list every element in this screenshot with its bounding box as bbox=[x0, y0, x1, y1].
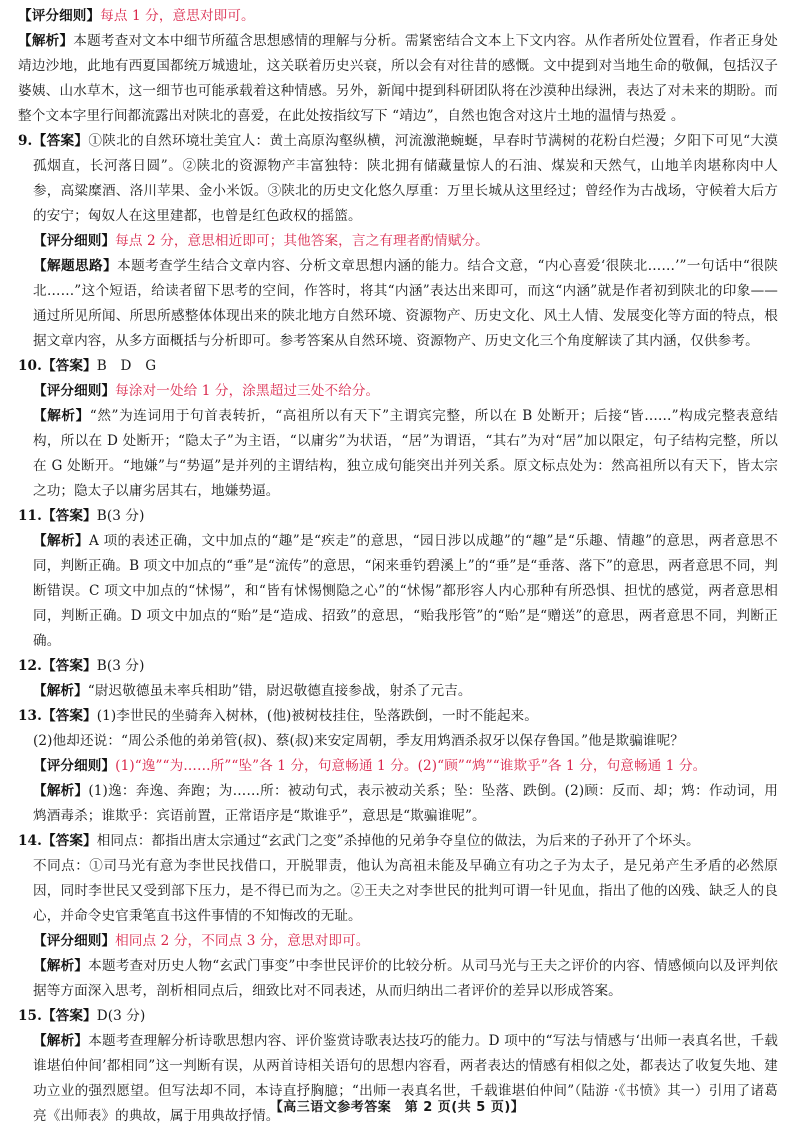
q9-thinking bbox=[18, 254, 778, 354]
answer-text: D(3 分) bbox=[96, 1008, 146, 1024]
q12-analysis bbox=[18, 679, 778, 704]
analysis-tag: 【解析】 bbox=[33, 408, 90, 424]
analysis-tag: 【解析】 bbox=[33, 783, 89, 799]
analysis-text: (1)逸：奔逸、奔跑；为……所：被动句式，表示被动关系；坠：坠落、跌倒。(2)顾：反而、却；鸩：作动词，用鸩酒毒杀；谁欺乎：宾语前置，正常语序是“欺谁乎”，意思是“欺骗谁呢”。 bbox=[33, 783, 779, 824]
answer-text: 相同点：都指出唐太宗通过“玄武门之变”杀掉他的兄弟争夺皇位的做法，为后来的子孙开了个坏头。 bbox=[96, 833, 700, 849]
analysis-tag: 【解析】 bbox=[33, 683, 88, 699]
grading-text: 相同点 2 分，不同点 3 分，意思对即可。 bbox=[115, 933, 370, 949]
analysis-text: 本题考查对历史人物“玄武门事变”中李世民评价的比较分析。从司马光与王夫之评价的内容、情感倾向以及评判依据等方面深入思考，剖析相同点后，细致比对不同表述，从而归纳出二者评价的差异以形成答案。 bbox=[33, 958, 778, 999]
q11-answer bbox=[18, 504, 778, 529]
grading-text: 每点 2 分，意思相近即可；其他答案，言之有理者酌情赋分。 bbox=[115, 233, 489, 249]
answer-text: (1)李世民的坐骑奔入树林，(他)被树枝挂住，坠落跌倒，一时不能起来。 bbox=[96, 708, 538, 724]
q13-grading bbox=[18, 754, 778, 779]
answer-text: ①陕北的自然环境壮美宜人：黄土高原沟壑纵横，河流激滟蜿蜒，早春时节满树的花粉白烂漫；夕阳下可见“大漠孤烟直，长河落日圆”。②陕北的资源物产丰富独特：陕北拥有储藏量惊人的石油、煤炭和天然气，山地羊肉堪称肉中人参，高粱糜酒、洛川苹果、金小米饭。③陕北的历史文化悠久厚重：万里长城从这里经过；曾经作为古战场，守候着大后方的安宁；匈奴人在这里建都，也曾是红色政权的摇篮。 bbox=[33, 133, 778, 224]
analysis-tag: 【解析】 bbox=[33, 533, 89, 549]
grading-text: 每点 1 分，意思对即可。 bbox=[100, 8, 255, 24]
question-number: 13. bbox=[18, 708, 42, 724]
answer-tag: 【答案】 bbox=[41, 1008, 97, 1024]
thinking-text: 本题考查学生结合文章内容、分析文章思想内涵的能力。结合文意，“内心喜爱‘很陕北……’”一句话中“很陕北……”这个短语，给读者留下思考的空间，作答时，将其“内涵”表达出来即可，而这“内涵”就是作者初到陕北的印象—— 通过所见所闻、所思所感整体体现出来的陕北地方自然环境、资源物产、历史文化、风土人情、发展变化等方面的特点，根据文章内容，从多方面概括与分析即可。参考答案从自然环境、资源物产、历史文化三个角度解读了其内涵，仅供参考。 bbox=[33, 258, 778, 349]
answer-text: B(3 分) bbox=[96, 508, 145, 524]
page-footer: 【高三语文参考答案 第 2 页(共 5 页)】 bbox=[269, 1100, 525, 1115]
answer-tag: 【答案】 bbox=[41, 708, 97, 724]
answer-tag: 【答案】 bbox=[41, 658, 97, 674]
analysis-text: A 项的表述正确，文中加点的“趣”是“疾走”的意思，“园日涉以成趣”的“趣”是“乐趣、情趣”的意思，两者意思不同，判断正确。B 项文中加点的“垂”是“流传”的意思，“闲来垂钓碧溪上”的“垂”是“垂落、落下”的意思，两者意思不同，判断错误。C 项文中加点的“怵惕”，和“皆有怵惕恻隐之心”的“怵惕”都形容人内心那种有所恐惧、担忧的感觉，两者意思相同，判断正确。D 项文中加点的“贻”是“造成、招致”的意思，“贻我彤管”的“贻”是“赠送”的意思，两者意思不同，判断正确。 bbox=[33, 533, 778, 649]
question-number: 14. bbox=[18, 833, 42, 849]
q10-answer bbox=[18, 354, 778, 379]
grading-tag: 【评分细则】 bbox=[33, 758, 116, 774]
q12-answer bbox=[18, 654, 778, 679]
analysis-tag: 【解析】 bbox=[18, 33, 74, 49]
answer-tag: 【答案】 bbox=[32, 133, 89, 149]
analysis-text: “然”为连词用于句首表转折，“高祖所以有天下”主谓宾完整，所以在 B 处断开；后接“皆……”构成完整表意结构，所以在 D 处断开；“隐太子”为主语，“以庸劣”为状语，“居”为谓语，“其右”为对“居”加以限定，句子结构完整，所以在 G 处断开。“地嫌”与“势逼”是并列的主谓结构，独立成句能突出并列关系。原文标点处为：然高祖所以有天下，皆太宗之功；隐太子以庸劣居其右，地嫌势逼。 bbox=[33, 408, 778, 499]
q13-answer-2 bbox=[18, 729, 778, 754]
grading-tag: 【评分细则】 bbox=[33, 383, 116, 399]
question-number: 15. bbox=[18, 1008, 42, 1024]
q8-analysis bbox=[18, 29, 778, 129]
answer-tag: 【答案】 bbox=[41, 833, 97, 849]
answer-text-2: 不同点：①司马光有意为李世民找借口，开脱罪责，他认为高祖未能及早确立有功之子为太子，是兄弟产生矛盾的必然原因，同时李世民又受到部下压力，是不得已而为之。②王夫之对李世民的批判可谓一针见血，指出了他的凶残、缺乏人的良心，并命令史官秉笔直书这件事情的不知悔改的无耻。 bbox=[33, 858, 778, 924]
question-number: 12. bbox=[18, 658, 42, 674]
q11-analysis bbox=[18, 529, 778, 654]
q14-answer bbox=[18, 829, 778, 854]
answer-text: B D G bbox=[96, 358, 157, 374]
analysis-tag: 【解析】 bbox=[33, 958, 89, 974]
q13-answer bbox=[18, 704, 778, 729]
analysis-text: 本题考查理解分析诗歌思想内容、评价鉴赏诗歌表达技巧的能力。D 项中的“写法与情感与‘出师一表真名世，千载谁堪伯仲间’都相同”这一判断有误，从两首诗相关语句的思想内容看，两者表达的情感有相似之处，都表达了收复失地、建功立业的强烈愿望。但写法却不同，本诗直抒胸臆；“出师一表真名世，千载谁堪伯仲间”（陆游 ·《书愤》其一）引用了诸葛亮《出师表》的典故，属于用典故抒情。 bbox=[33, 1033, 779, 1124]
grading-text: 每涂对一处给 1 分，涂黑超过三处不给分。 bbox=[115, 383, 380, 399]
question-number: 9. bbox=[18, 133, 33, 149]
question-number: 11. bbox=[18, 508, 42, 524]
answer-text-2: (2)他却还说：“周公杀他的弟弟管(叔)、蔡(叔)来安定周朝，季友用鸩酒杀叔牙以保存鲁国。”他是欺骗谁呢？ bbox=[33, 733, 684, 749]
analysis-tag: 【解析】 bbox=[33, 1033, 89, 1049]
answer-text: B(3 分) bbox=[96, 658, 145, 674]
q10-grading bbox=[18, 379, 778, 404]
grading-text: (1)“逸”“为……所”“坠”各 1 分，句意畅通 1 分。(2)“顾”“鸩”“谁欺乎”各 1 分，句意畅通 1 分。 bbox=[115, 758, 707, 774]
analysis-text: “尉迟敬德虽未率兵相助”错，尉迟敬德直接参战，射杀了元吉。 bbox=[87, 683, 472, 699]
q10-analysis bbox=[18, 404, 778, 504]
answer-tag: 【答案】 bbox=[41, 358, 97, 374]
answer-tag: 【答案】 bbox=[41, 508, 97, 524]
answer-page bbox=[18, 4, 778, 1129]
thinking-tag: 【解题思路】 bbox=[33, 258, 118, 274]
q14-answer-2 bbox=[18, 854, 778, 929]
grading-tag: 【评分细则】 bbox=[18, 8, 101, 24]
q14-grading bbox=[18, 929, 778, 954]
grading-tag: 【评分细则】 bbox=[33, 233, 116, 249]
question-number: 10. bbox=[18, 358, 42, 374]
q13-analysis bbox=[18, 779, 778, 829]
q9-answer bbox=[18, 129, 778, 229]
grading-tag: 【评分细则】 bbox=[33, 933, 116, 949]
analysis-text: 本题考查对文本中细节所蕴含思想感情的理解与分析。需紧密结合文本上下文内容。从作者所处位置看，作者正身处靖边沙地，此地有西夏国都统万城遗址，这关联着历史兴衰，所以会有对往昔的感慨。文中提到对当地生命的敬佩，包括汉子婆姨、山水草木，这一细节也可能承载着这种情感。另外，新闻中提到科研团队将在沙漠种出绿洲，表达了对未来的期盼。而整个文本字里行间都流露出对陕北的喜爱，在此处按指纹写下 “靖边”，自然也饱含对这片土地的温情与热爱 。 bbox=[18, 33, 778, 124]
q8-grading bbox=[18, 4, 778, 29]
q9-grading bbox=[18, 229, 778, 254]
q15-answer bbox=[18, 1004, 778, 1029]
q14-analysis bbox=[18, 954, 778, 1004]
